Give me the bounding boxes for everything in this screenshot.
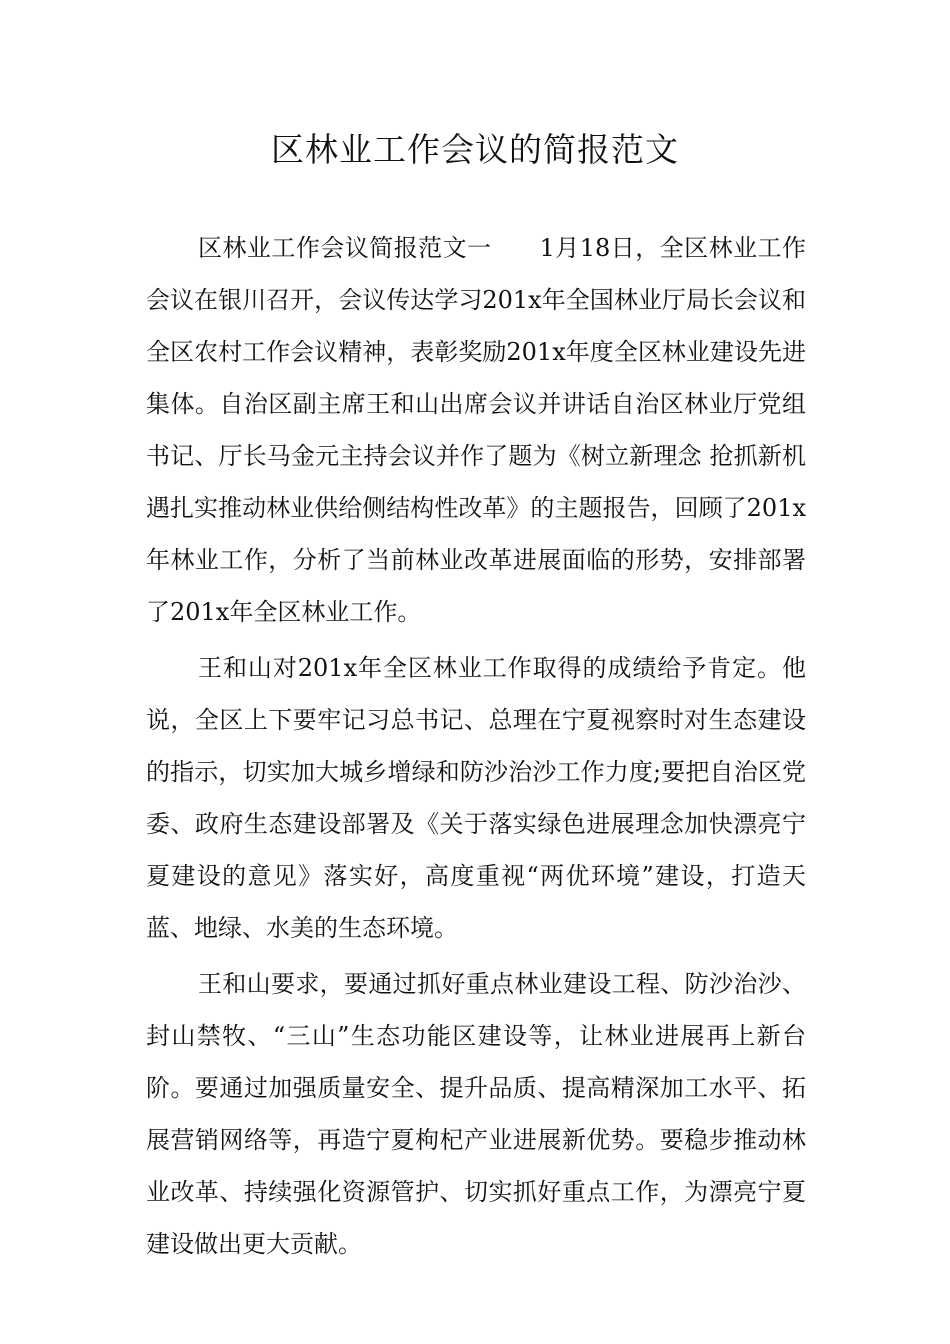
- paragraph-1-lead: 区林业工作会议简报范文一: [198, 234, 492, 262]
- document-body: [146, 222, 806, 1270]
- document-title: 区林业工作会议的简报范文: [271, 130, 679, 169]
- paragraph-3: 王和山要求，要通过抓好重点林业建设工程、防沙治沙、封山禁牧、“三山”生态功能区建设等，让林业进展再上新台阶。要通过加强质量安全、提升品质、提高精深加工水平、拓展营销网络等，再造宁夏枸杞产业进展新优势。要稳步推动林业改革、持续强化资源管护、切实抓好重点工作，为漂亮宁夏建设做出更大贡献。: [146, 970, 806, 1258]
- paragraph-2: 王和山对201x年全区林业工作取得的成绩给予肯定。他说，全区上下要牢记习总书记、总理在宁夏视察时对生态建设的指示，切实加大城乡增绿和防沙治沙工作力度;要把自治区党委、政府生态建设部署及《关于落实绿色进展理念加快漂亮宁夏建设的意见》落实好，高度重视“两优环境”建设，打造天蓝、地绿、水美的生态环境。: [146, 654, 806, 942]
- paragraph-1: [146, 222, 806, 638]
- paragraph-1-text: 1月18日，全区林业工作会议在银川召开，会议传达学习201x年全国林业厅局长会议和全区农村工作会议精神，表彰奖励201x年度全区林业建设先进集体。自治区副主席王和山出席会议并讲话自治区林业厅党组书记、厅长马金元主持会议并作了题为《树立新理念 抢抓新机遇扎实推动林业供给侧结构性改革》的主题报告，回顾了201x年林业工作，分析了当前林业改革进展面临的形势，安排部署了201x年全区林业工作。: [146, 234, 807, 626]
